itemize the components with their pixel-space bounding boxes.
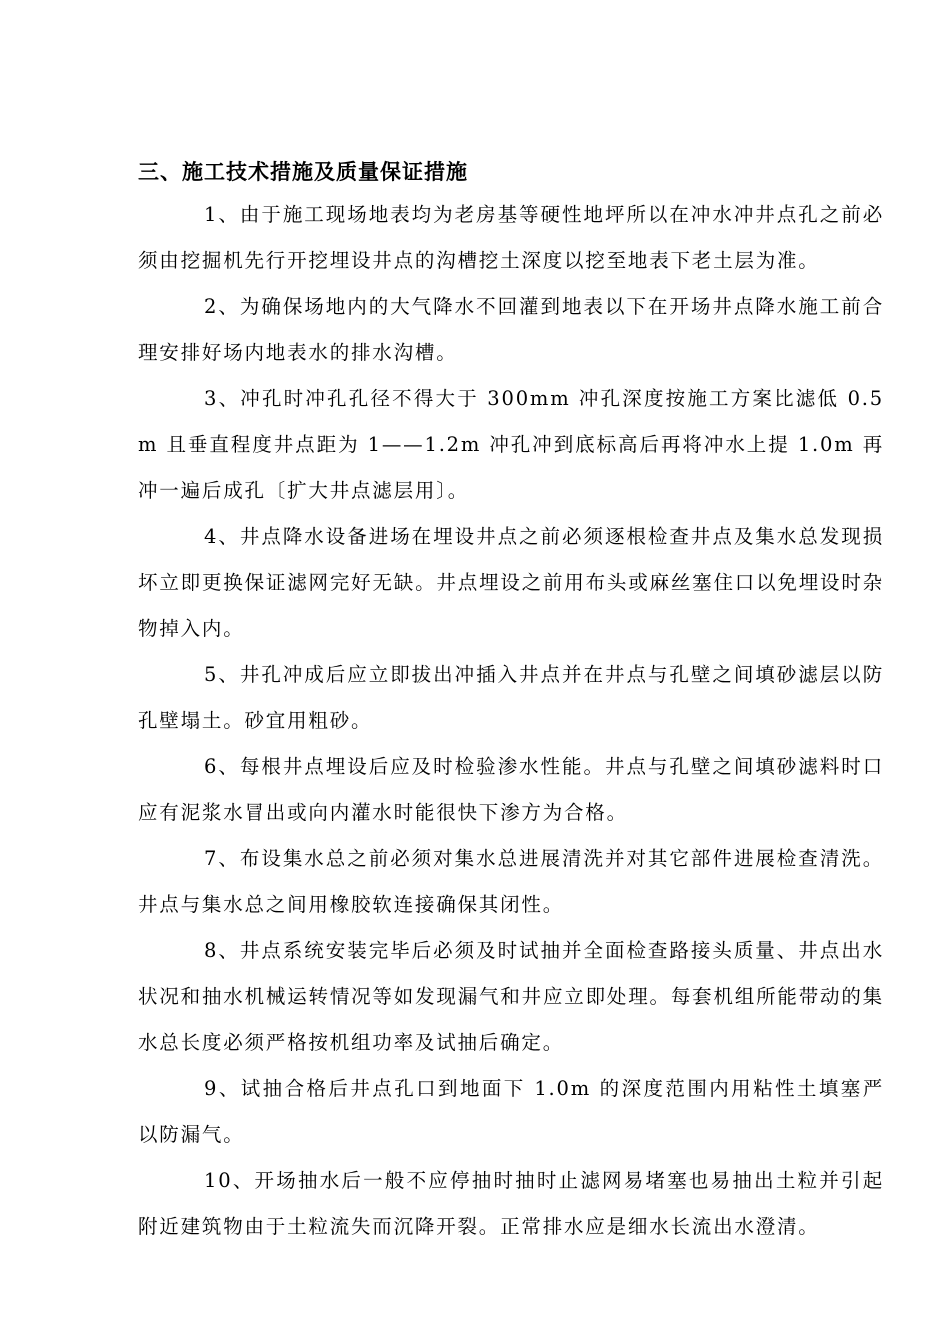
paragraph-3: 3、冲孔时冲孔孔径不得大于 300mm 冲孔深度按施工方案比滤低 0.5m 且垂直程度井点距为 1——1.2m 冲孔冲到底标高后再将冲水上提 1.0m 再冲一遍后成孔〔扩大井点滤层用〕。: [138, 387, 884, 502]
paragraph-9: 9、试抽合格后井点孔口到地面下 1.0m 的深度范围内用粘性土填塞严以防漏气。: [138, 1077, 884, 1146]
paragraph-5: 5、井孔冲成后应立即拔出冲插入井点并在井点与孔壁之间填砂滤层以防孔壁塌土。砂宜用粗砂。: [138, 663, 884, 732]
document-page: [138, 152, 884, 1250]
paragraph-2: 2、为确保场地内的大气降水不回灌到地表以下在开场井点降水施工前合理安排好场内地表水的排水沟槽。: [138, 295, 884, 364]
paragraph-6: 6、每根井点埋设后应及时检验渗水性能。井点与孔壁之间填砂滤料时口应有泥浆水冒出或向内灌水时能很快下渗方为合格。: [138, 755, 884, 824]
section-heading: 三、施工技术措施及质量保证措施: [138, 160, 468, 184]
paragraph-7: 7、布设集水总之前必须对集水总进展清洗并对其它部件进展检查清洗。井点与集水总之间用橡胶软连接确保其闭性。: [138, 847, 884, 916]
paragraph-10: 10、开场抽水后一般不应停抽时抽时止滤网易堵塞也易抽出土粒并引起附近建筑物由于土粒流失而沉降开裂。正常排水应是细水长流出水澄清。: [138, 1169, 884, 1238]
paragraph-1: 1、由于施工现场地表均为老房基等硬性地坪所以在冲水冲井点孔之前必须由挖掘机先行开挖埋设井点的沟槽挖土深度以挖至地表下老土层为准。: [138, 203, 884, 272]
paragraph-4: 4、井点降水设备进场在埋设井点之前必须逐根检查井点及集水总发现损坏立即更换保证滤网完好无缺。井点埋设之前用布头或麻丝塞住口以免埋设时杂物掉入内。: [138, 525, 884, 640]
paragraph-8: 8、井点系统安装完毕后必须及时试抽并全面检查路接头质量、井点出水状况和抽水机械运转情况等如发现漏气和井应立即处理。每套机组所能带动的集水总长度必须严格按机组功率及试抽后确定。: [138, 939, 884, 1054]
